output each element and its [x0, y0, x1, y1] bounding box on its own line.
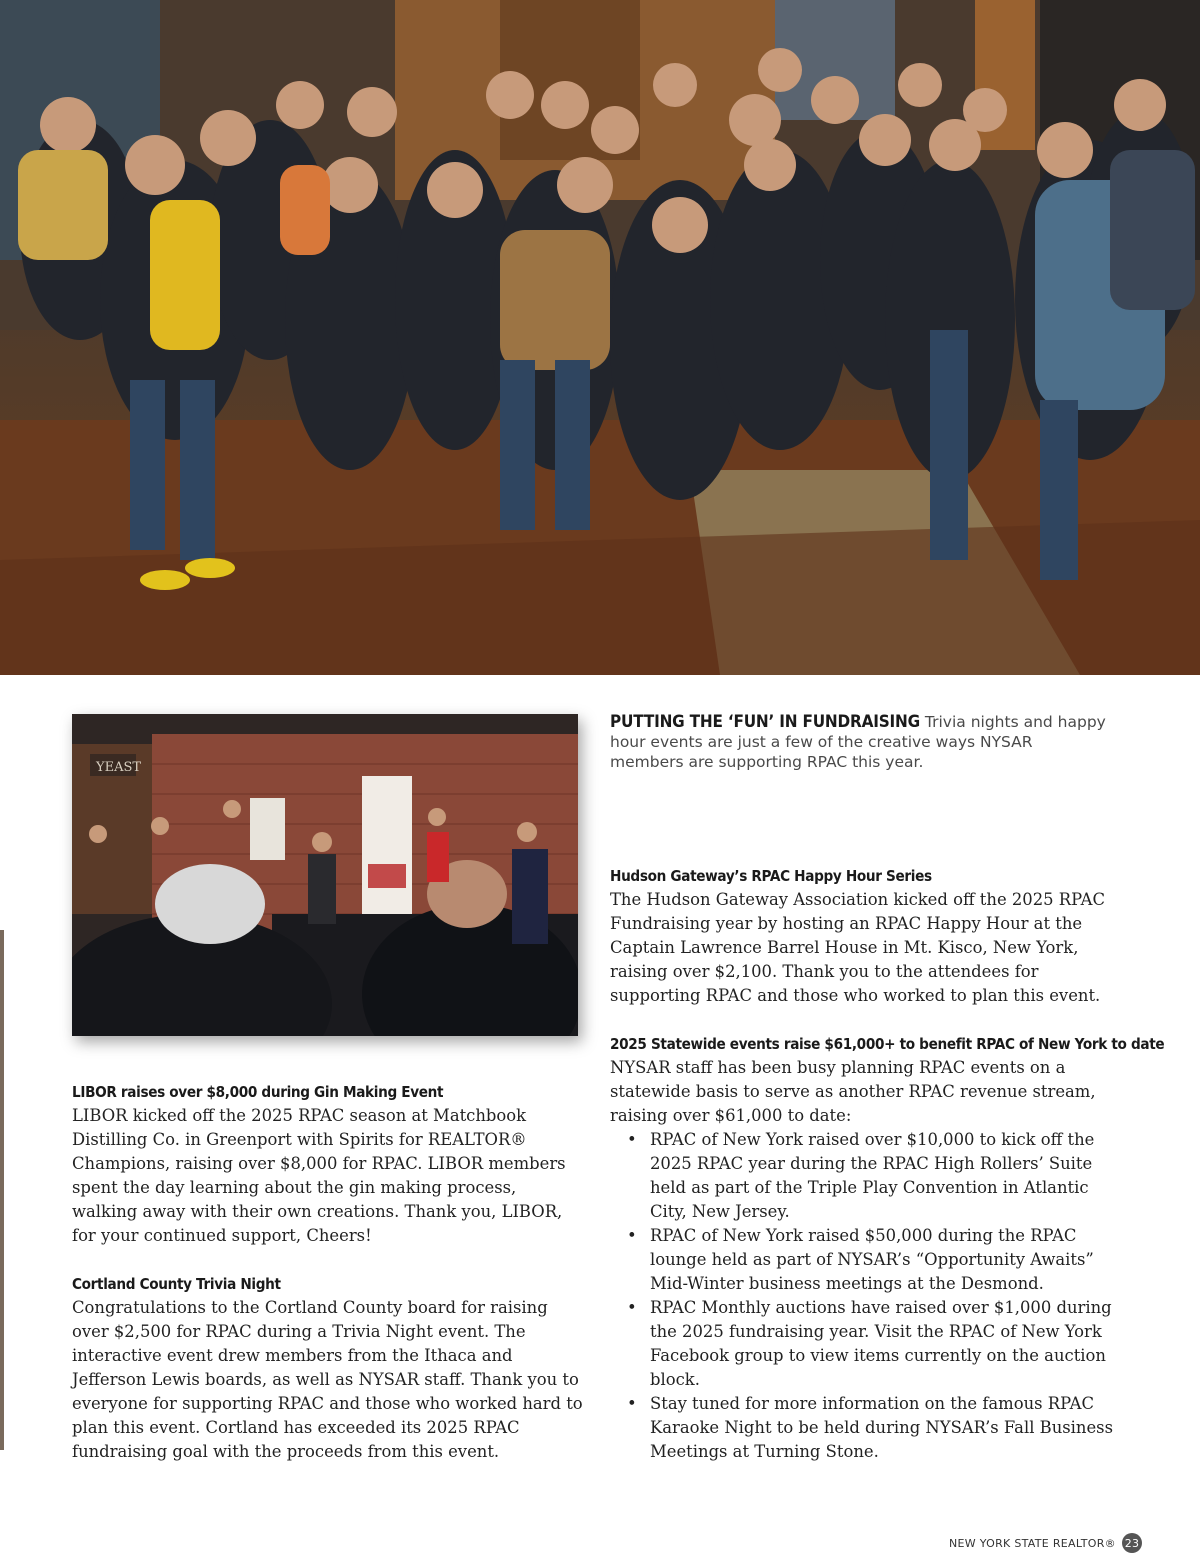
page-number: 23	[1122, 1533, 1142, 1553]
article-heading: 2025 Statewide events raise $61,000+ to benefit RPAC of New York to date	[610, 1035, 1165, 1053]
left-column	[72, 1080, 584, 1488]
group-photo-illustration	[0, 0, 1200, 675]
page-edge-strip	[0, 930, 4, 1450]
article-heading: Cortland County Trivia Night	[72, 1275, 281, 1293]
bullet-item: • Stay tuned for more information on the famous RPAC Karaoke Night to be held during NYSAR’s Fall Business Meetings at Turning Stone.	[610, 1392, 1116, 1464]
yeast-sign: YEAST	[96, 760, 142, 775]
bullet-list	[610, 1128, 1116, 1464]
caption-heading: PUTTING THE ‘FUN’ IN FUNDRAISING	[610, 712, 920, 732]
article-body: Congratulations to the Cortland County board for raising over $2,500 for RPAC during a Trivia Night event. The interactive event drew members from the Ithaca and Jefferson Lewis boards, as well as NYSAR staff. Thank you to everyone for supporting RPAC and those who worked hard to plan this event. Cortland has exceeded its 2025 RPAC fundraising goal with the proceeds from this event.	[72, 1298, 583, 1461]
bullet-item: • RPAC of New York raised $50,000 during the RPAC lounge held as part of NYSAR’s “Opportunity Awaits” Mid-Winter business meetings at the Desmond.	[610, 1224, 1116, 1296]
article-body: NYSAR staff has been busy planning RPAC events on a statewide basis to serve as another RPAC revenue stream, raising over $61,000 to date:	[610, 1058, 1096, 1125]
photo-caption	[610, 712, 1110, 772]
article-body: The Hudson Gateway Association kicked off the 2025 RPAC Fundraising year by hosting an RPAC Happy Hour at the Captain Lawrence Barrel House in Mt. Kisco, New York, raising over $2,100. Thank you to the attendees for supporting RPAC and those who worked to plan this event.	[610, 890, 1106, 1005]
page-footer	[949, 1533, 1142, 1553]
trivia-night-photo	[72, 714, 578, 1036]
article-body: LIBOR kicked off the 2025 RPAC season at Matchbook Distilling Co. in Greenport with Spirits for REALTOR® Champions, raising over $8,000 for RPAC. LIBOR members spent the day learning about the gin making process, walking away with their own creations. Thank you, LIBOR, for your continued support, Cheers!	[72, 1106, 566, 1245]
article-heading: LIBOR raises over $8,000 during Gin Making Event	[72, 1083, 444, 1101]
trivia-night-illustration	[72, 714, 578, 1036]
bullet-item: • RPAC of New York raised over $10,000 to kick off the 2025 RPAC year during the RPAC High Rollers’ Suite held as part of the Triple Play Convention in Atlantic City, New Jersey.	[610, 1128, 1116, 1224]
right-column	[610, 864, 1165, 1464]
bullet-item: • RPAC Monthly auctions have raised over $1,000 during the 2025 fundraising year. Visit the RPAC of New York Facebook group to view items currently on the auction block.	[610, 1296, 1116, 1392]
group-photo	[0, 0, 1200, 675]
publication-name: NEW YORK STATE REALTOR®	[948, 1536, 1116, 1550]
caption-text: Trivia nights and happy hour events are just a few of the creative ways NYSAR members are supporting RPAC this year.	[610, 713, 1106, 771]
article-heading: Hudson Gateway’s RPAC Happy Hour Series	[610, 867, 932, 885]
